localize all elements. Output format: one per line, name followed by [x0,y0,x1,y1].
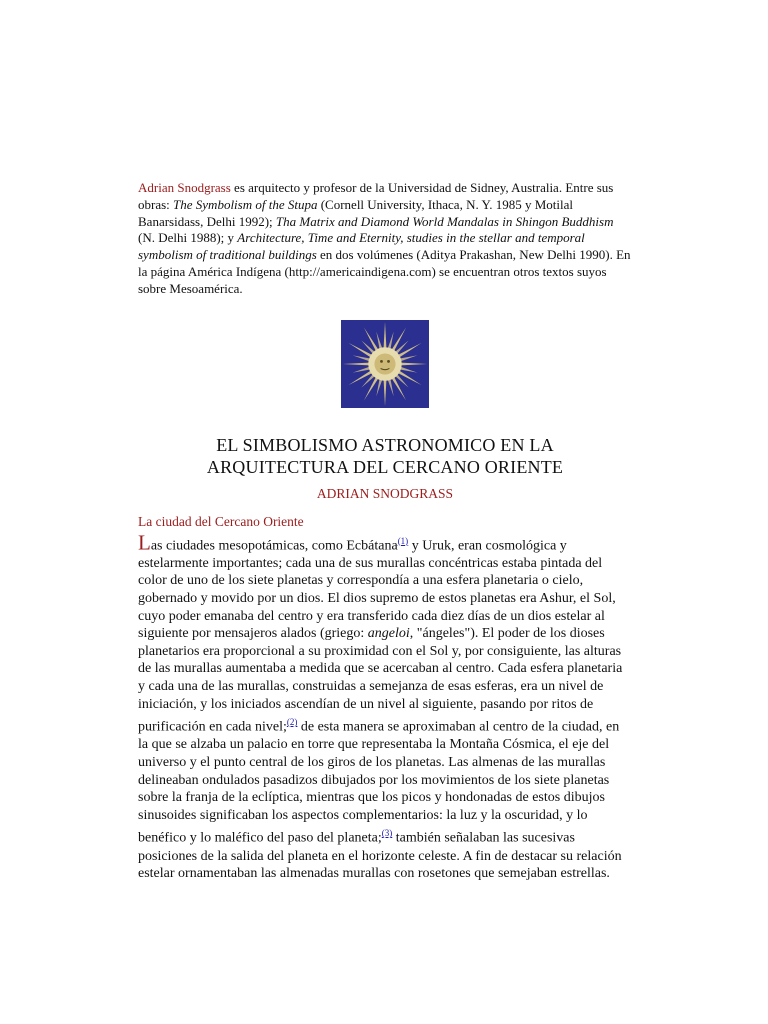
work-title-1: The Symbolism of the Stupa [173,196,318,212]
section-heading: La ciudad del Cercano Oriente [138,513,304,529]
work-title-2: Tha Matrix and Diamond World Mandalas in Shingon Buddhism [275,213,614,229]
intro-text-3: (N. Delhi 1988); y [138,230,238,246]
intro-text-4: en dos volúmenes (Aditya Prakashan, New Delhi 1990). En la página América Indígena (http://americaindigena.com) se encuentran otros textos suyos sobre Mesoamérica. [138,247,631,296]
work-title-3: Architecture, Time and Eternity, studies in the stellar and temporal symbolism of traditional buildings [138,230,585,263]
footnote-link-1[interactable]: (1) [397,535,409,546]
emblem-container [138,320,632,410]
drop-cap: L [138,530,151,555]
title-line-1: EL SIMBOLISMO ASTRONOMICO EN LA [216,434,554,455]
article-author: ADRIAN SNODGRASS [316,485,454,501]
greek-word: angeloi [367,626,410,642]
intro-text-2: (Cornell University, Ithaca, N. Y. 1985 y Motilal Banarsidass, Delhi 1992); [138,196,573,229]
body-text-1: as ciudades mesopotámicas, como Ecbátana [150,538,398,554]
footnote-link-2[interactable]: (2) [286,717,298,728]
body-paragraph [138,532,632,883]
body-text-4: de esta manera se aproximaban al centro de la ciudad, en la que se alzaba un palacio en torre que representaba la Montaña Cósmica, el eje del universo y el punto central de los giros de los planetas. Las almenas de las murallas delineaban ondulados pasadizos dibujados por los movimientos de los siete planetas sobre la franja de la eclíptica, mientras que los picos y hondonadas de estos dibujos sinusoides significaban los aspectos complementarios: la luz y la oscuridad, y lo benéfico y lo maléfico del paso del planeta; [138,719,620,847]
title-line-2: ARQUITECTURA DEL CERCANO ORIENTE [206,456,564,477]
author-intro [138,180,632,298]
intro-text-1: es arquitecto y profesor de la Universidad de Sidney, Australia. Entre sus obras: [138,180,614,212]
body-text-2: y Uruk, eran cosmológica y estelarmente importantes; cada una de sus murallas concéntricas estaba pintada del color de uno de los siete planetas y correspondía a una esfera planetaria o cielo, gobernado y movido por un dios. El dios supremo de estos planetas era Ashur, el Sol, cuyo poder emanaba del centro y era transferido cada diez días de un dios estelar al siguiente por mensajeros alados (griego: [138,538,616,642]
article-title [138,434,632,478]
sun-emblem-icon [341,320,429,408]
body-text-5: también señalaban las sucesivas posiciones de la salida del planeta en el horizonte celeste. A fin de destacar su relación estelar ornamentaban las almenadas murallas con rosetones que semejaban estrellas. [138,831,622,882]
footnote-link-3[interactable]: (3) [381,828,393,839]
body-text-3: , "ángeles"). El poder de los dioses planetarios era proporcional a su proximidad con el Sol y, por consiguiente, las alturas de las murallas aumentaba a medida que se acercaban al centro. Cada esfera planetaria y cada una de las murallas, construidas a semejanza de esas esferas, era un nivel de iniciación, y los iniciados ascendían de un nivel al siguiente, pasando por ritos de purificación en cada nivel; [138,626,623,735]
author-link[interactable]: Adrian Snodgrass [138,180,231,195]
document-page [138,180,632,883]
